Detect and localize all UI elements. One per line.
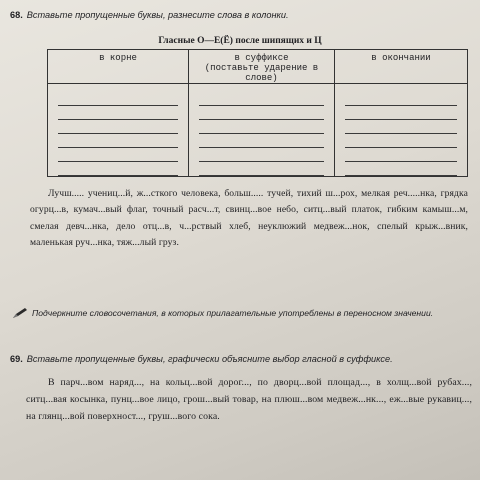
answer-line [58, 120, 178, 134]
answer-line [345, 120, 457, 134]
column-root-cell [48, 84, 189, 177]
answer-line [199, 162, 324, 176]
answer-line [58, 106, 178, 120]
column-suffix-hint: (поставьте ударение в слове) [204, 63, 319, 83]
column-suffix-label: в суффиксе [234, 53, 289, 63]
column-ending-label: в окончании [371, 53, 431, 63]
answer-line [199, 134, 324, 148]
answer-line [199, 92, 324, 106]
answer-line [58, 92, 178, 106]
column-header-ending [335, 50, 468, 84]
exercise-69-task: Вставьте пропущенные буквы, графически объясните выбор гласной в суффиксе. [26, 354, 393, 364]
exercise-68-heading [10, 9, 472, 21]
vowel-columns-table [47, 49, 468, 177]
answer-line [345, 148, 457, 162]
exercise-68-note: Подчеркните словосочетания, в которых прилагательные употреблены в переносном значении. [32, 308, 434, 318]
exercise-68-task: Вставьте пропущенные буквы, разнесите слова в колонки. [26, 10, 289, 20]
answer-line [345, 134, 457, 148]
exercise-69-heading [10, 353, 472, 365]
answer-line [58, 134, 178, 148]
column-header-suffix [189, 50, 335, 84]
answer-line [58, 162, 178, 176]
answer-line [345, 106, 457, 120]
column-header-root [48, 50, 189, 84]
exercise-68-number: 68. [10, 10, 23, 20]
column-ending-cell [335, 84, 468, 177]
column-root-label: в корне [99, 53, 137, 63]
exercise-69-number: 69. [10, 354, 23, 364]
answer-line [345, 92, 457, 106]
exercise-68-text: Лучш..... учениц...й, ж...сткого человека, больш..... тучей, тихий ш...рох, мелкая реч.....нка, грядка огурц...в, кумач...вый флаг, точный расч...т, свинц...вое небо, ситц...вый платок, гибким камыш...м, смелая девч...нка, дело отц...в, ч...рствый хлеб, неуклюжий медвеж...нок, спелый крыж...вник, маленькая руч...нка, тяж...лый груз. [30, 188, 468, 249]
column-suffix-cell [189, 84, 335, 177]
answer-line [199, 148, 324, 162]
answer-line [58, 148, 178, 162]
answer-line [199, 120, 324, 134]
answer-line [345, 162, 457, 176]
answer-line [199, 106, 324, 120]
exercise-69-text: В парч...вом наряд..., на кольц...вой дорог..., по дворц...вой площад..., в холщ...вой рубах..., ситц...вая косынка, пунц...вое лицо, грош...вый товар, на плюш...вом медвеж...нк..., еж...вые рукавиц..., на глянц...вой поверхност..., груш...вого сока. [26, 377, 472, 423]
table-title: Гласные О—Е(Ё) после шипящих и Ц [158, 36, 322, 46]
pencil-icon [12, 307, 28, 319]
